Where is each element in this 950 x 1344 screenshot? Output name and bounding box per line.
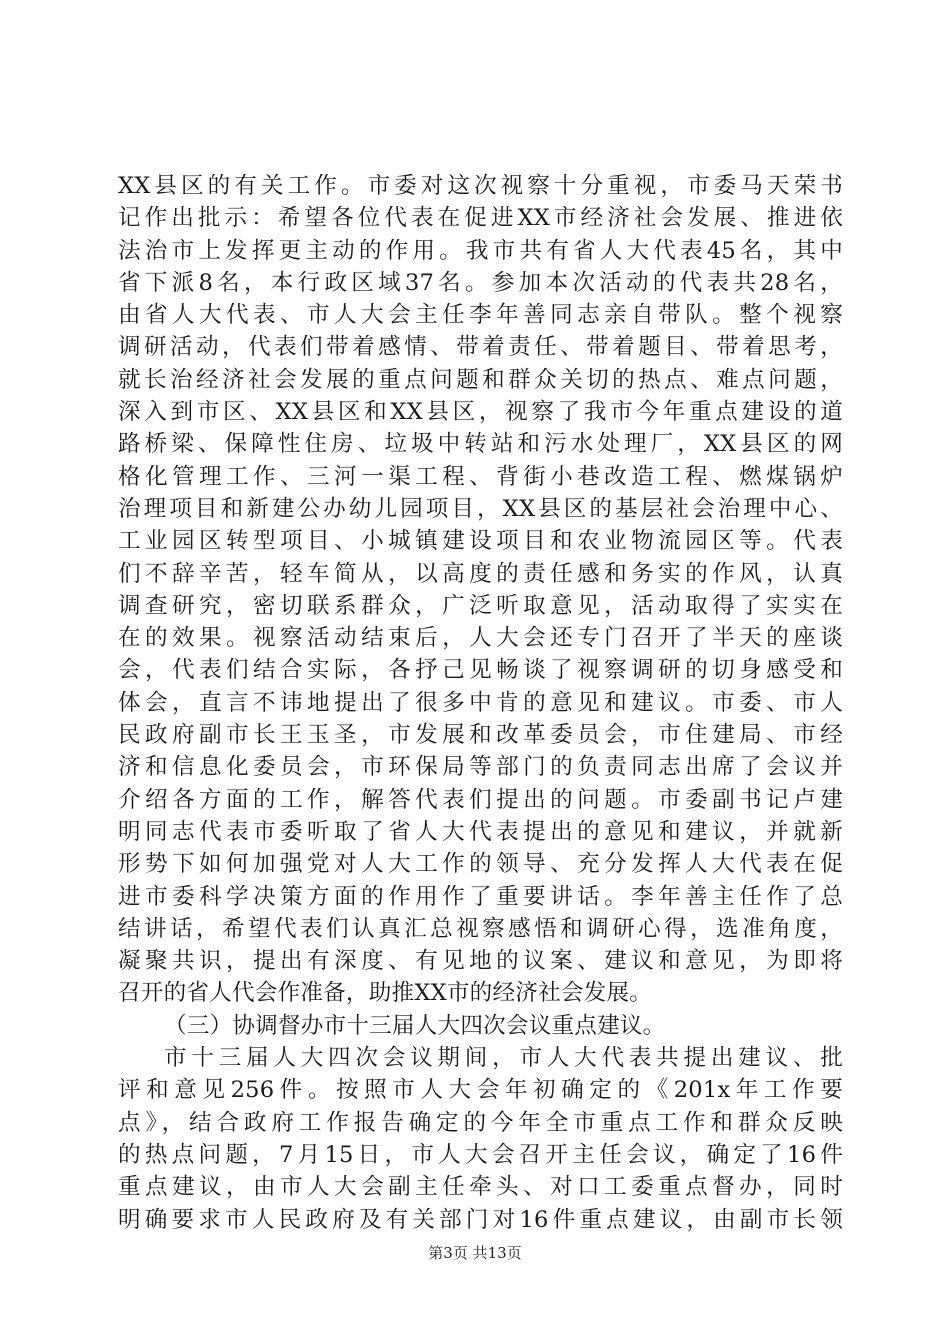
text-line: XX县区的有关工作。市委对这次视察十分重视，市委马天荣书 bbox=[118, 173, 843, 199]
text-line: 济和信息化委员会，市环保局等部门的负责同志出席了会议并 bbox=[118, 754, 843, 781]
text-line: 由省人大代表、市人大会主任李年善同志亲自带队。整个视察 bbox=[118, 302, 843, 329]
text-line: 的热点问题，7月15日，市人大会召开主任会议，确定了16件 bbox=[118, 1141, 843, 1168]
text-line: 调查研究，密切联系群众，广泛听取意见，活动取得了实实在 bbox=[118, 592, 843, 619]
text-line: 结讲话，希望代表们认真汇总视察感悟和调研心得，选准角度， bbox=[118, 915, 843, 942]
text-line: 评和意见256件。按照市人大会年初确定的《201x年工作要 bbox=[118, 1077, 843, 1104]
section-heading: （三）协调督办市十三届人大四次会议重点建议。 bbox=[164, 1012, 666, 1039]
text-line: 民政府副市长王玉圣，市发展和改革委员会，市住建局、市经 bbox=[118, 722, 843, 749]
text-line: 介绍各方面的工作，解答代表们提出的问题。市委副书记卢建 bbox=[118, 786, 843, 813]
text-line: 形势下如何加强党对人大工作的领导、充分发挥人大代表在促 bbox=[118, 851, 843, 878]
text-line: 们不辞辛苦，轻车简从，以高度的责任感和务实的作风，认真 bbox=[118, 560, 843, 587]
text-line: 路桥梁、保障性住房、垃圾中转站和污水处理厂，XX县区的网 bbox=[118, 431, 843, 458]
paragraph bbox=[118, 170, 843, 1010]
text-line: 调研活动，代表们带着感情、带着责任、带着题目、带着思考， bbox=[118, 334, 843, 361]
text-line: 治理项目和新建公办幼儿园项目，XX县区的基层社会治理中心、 bbox=[118, 495, 843, 522]
text-line: 格化管理工作、三河一渠工程、背街小巷改造工程、燃煤锅炉 bbox=[118, 463, 843, 490]
text-line: 在的效果。视察活动结束后，人大会还专门召开了半天的座谈 bbox=[118, 625, 843, 652]
text-line: 市十三届人大四次会议期间，市人大代表共提出建议、批 bbox=[164, 1045, 843, 1072]
text-line: 深入到市区、XX县区和XX县区，视察了我市今年重点建设的道 bbox=[118, 399, 843, 426]
text-line: 召开的省人代会作准备，助推XX市的经济社会发展。 bbox=[118, 980, 653, 1007]
text-line: 点》，结合政府工作报告确定的今年全市重点工作和群众反映 bbox=[118, 1109, 843, 1136]
text-line: 省下派8名，本行政区域37名。参加本次活动的代表共28名， bbox=[118, 269, 843, 296]
text-line: 凝聚共识，提出有深度、有见地的议案、建议和意见，为即将 bbox=[118, 948, 843, 975]
text-line: 体会，直言不讳地提出了很多中肯的意见和建议。市委、市人 bbox=[118, 689, 843, 716]
text-line: 就长治经济社会发展的重点问题和群众关切的热点、难点问题， bbox=[118, 366, 843, 393]
text-line: 法治市上发挥更主动的作用。我市共有省人大代表45名，其中 bbox=[118, 237, 843, 264]
text-line: 进市委科学决策方面的作用作了重要讲话。李年善主任作了总 bbox=[118, 883, 843, 910]
text-line: 明确要求市人民政府及有关部门对16件重点建议，由副市长领 bbox=[118, 1206, 843, 1233]
text-line: 记作出批示：希望各位代表在促进XX市经济社会发展、推进依 bbox=[118, 205, 843, 232]
document-body bbox=[118, 170, 843, 1236]
text-line: 工业园区转型项目、小城镇建设项目和农业物流园区等。代表 bbox=[118, 528, 843, 555]
paragraph bbox=[118, 1042, 843, 1236]
text-line: 会，代表们结合实际，各抒己见畅谈了视察调研的切身感受和 bbox=[118, 657, 843, 684]
text-line: 明同志代表市委听取了省人大代表提出的意见和建议，并就新 bbox=[118, 818, 843, 845]
text-line: 重点建议，由市人大会副主任牵头、对口工委重点督办，同时 bbox=[118, 1174, 843, 1201]
page-footer: 第3页 共13页 bbox=[428, 1244, 522, 1262]
